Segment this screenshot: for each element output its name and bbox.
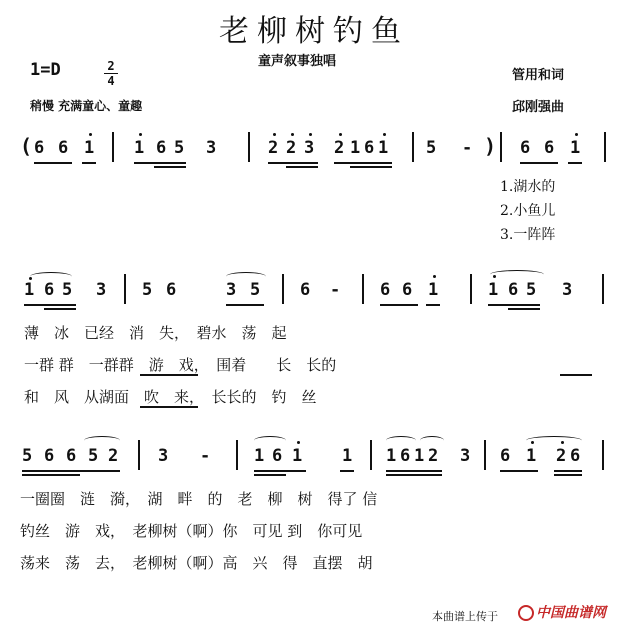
note: 6	[508, 280, 519, 300]
note: 2	[334, 138, 345, 158]
note: 3	[304, 138, 315, 158]
beam-underline	[380, 304, 418, 306]
note: -	[200, 446, 211, 466]
note: 3	[226, 280, 237, 300]
lyric-line: 荡来 荡 去， 老柳树（啊）高 兴 得 直摆 胡	[20, 554, 373, 572]
barline	[602, 440, 604, 470]
lyric-line: 一圈圈 涟 漪， 湖 畔 的 老 柳 树 得了 信	[20, 490, 378, 508]
beam-underline	[34, 162, 72, 164]
note: 5	[426, 138, 437, 158]
slur	[420, 436, 444, 445]
note: 6	[272, 446, 283, 466]
note: 1	[292, 446, 303, 466]
note: -	[462, 138, 473, 158]
tempo-marking: 稍慢 充满童心、童趣	[30, 99, 143, 113]
beam-underline	[134, 162, 186, 164]
note: 1	[350, 138, 361, 158]
octave-dot	[89, 133, 92, 136]
note: 6	[364, 138, 375, 158]
note: 1	[386, 446, 397, 466]
barline	[604, 132, 606, 162]
note: 2	[286, 138, 297, 158]
note: 3	[96, 280, 107, 300]
barline	[362, 274, 364, 304]
note: 3	[460, 446, 471, 466]
octave-dot	[273, 133, 276, 136]
note: 6	[570, 446, 581, 466]
note: 1	[414, 446, 425, 466]
lyricist-credit: 管用和词	[512, 68, 565, 83]
beam-underline	[340, 470, 354, 472]
beam-underline	[82, 162, 96, 164]
barline	[484, 440, 486, 470]
octave-dot	[531, 441, 534, 444]
note: 6	[402, 280, 413, 300]
barline	[602, 274, 604, 304]
upload-note: 本曲谱上传于	[432, 610, 498, 623]
key-signature: 1=D	[30, 60, 61, 80]
note: 2	[268, 138, 279, 158]
note: 5	[88, 446, 99, 466]
time-signature-top: 2	[107, 59, 115, 73]
barline	[470, 274, 472, 304]
barline	[236, 440, 238, 470]
note: 6	[44, 280, 55, 300]
beam-underline	[154, 166, 186, 168]
slur	[526, 436, 582, 445]
close-paren: )	[484, 134, 497, 158]
beam-underline	[554, 474, 582, 476]
lyric-line: 钓丝 游 戏， 老柳树（啊）你 可见 到 你可见	[20, 522, 363, 540]
time-signature	[104, 60, 118, 87]
note: 1	[84, 138, 95, 158]
barline	[500, 132, 502, 162]
beam-underline	[554, 470, 582, 472]
octave-dot	[383, 133, 386, 136]
beam-underline	[254, 474, 286, 476]
beam-underline	[226, 304, 264, 306]
note: 1	[24, 280, 35, 300]
note: 1	[254, 446, 265, 466]
note: 2	[108, 446, 119, 466]
note: 1	[134, 138, 145, 158]
barline	[138, 440, 140, 470]
note: 5	[526, 280, 537, 300]
note: 6	[66, 446, 77, 466]
note: 5	[174, 138, 185, 158]
note: 6	[300, 280, 311, 300]
slur	[84, 436, 120, 445]
note: 1	[526, 446, 537, 466]
beam-underline	[24, 304, 76, 306]
note: 2	[428, 446, 439, 466]
beam-underline	[22, 474, 80, 476]
octave-dot	[291, 133, 294, 136]
beam-underline	[488, 304, 540, 306]
note: 1	[488, 280, 499, 300]
beam-underline	[426, 304, 440, 306]
beam-underline	[22, 470, 120, 472]
octave-dot	[297, 441, 300, 444]
note: 1	[378, 138, 389, 158]
beam-underline	[568, 162, 582, 164]
slur	[386, 436, 416, 445]
note: 6	[400, 446, 411, 466]
note: 6	[34, 138, 45, 158]
beam-underline	[44, 308, 76, 310]
octave-dot	[433, 275, 436, 278]
note: 5	[22, 446, 33, 466]
note: 6	[520, 138, 531, 158]
note: 1	[570, 138, 581, 158]
lyric-underline	[140, 406, 198, 408]
barline	[412, 132, 414, 162]
staff-row-3	[0, 436, 628, 586]
beam-underline	[520, 162, 558, 164]
slur	[490, 270, 544, 279]
beam-underline	[508, 308, 540, 310]
beam-underline	[254, 470, 306, 472]
lyric-underline	[560, 374, 592, 376]
note: 6	[166, 280, 177, 300]
note: 6	[58, 138, 69, 158]
note: 5	[142, 280, 153, 300]
octave-dot	[339, 133, 342, 136]
site-logo	[518, 602, 606, 622]
beam-underline	[268, 162, 318, 164]
barline	[370, 440, 372, 470]
composer-credit: 邱刚强曲	[512, 100, 565, 115]
song-title: 老柳树钓鱼	[219, 14, 409, 49]
beam-underline	[286, 166, 318, 168]
note: 6	[380, 280, 391, 300]
note: 6	[156, 138, 167, 158]
slur	[254, 436, 286, 445]
barline	[112, 132, 114, 162]
note: 3	[158, 446, 169, 466]
verse-number-2: 2.小鱼儿	[500, 203, 556, 219]
performance-type: 童声叙事独唱	[258, 54, 337, 69]
beam-underline	[386, 470, 442, 472]
octave-dot	[309, 133, 312, 136]
octave-dot	[139, 133, 142, 136]
staff-row-2	[0, 270, 628, 420]
note: 6	[44, 446, 55, 466]
lyric-line: 和 风 从湖面 吹 来， 长长的 钓 丝	[24, 388, 317, 406]
verse-number-1: 1.湖水的	[500, 179, 556, 195]
site-logo-text: 中国曲谱网	[536, 605, 606, 621]
beam-underline	[500, 470, 538, 472]
octave-dot	[493, 275, 496, 278]
lyric-line: 一群 群 一群群 游 戏， 围着 长 长的	[24, 356, 337, 374]
staff-row-1	[0, 128, 628, 248]
note: 1	[428, 280, 439, 300]
note: 1	[342, 446, 353, 466]
open-paren: (	[20, 134, 33, 158]
beam-underline	[350, 166, 392, 168]
octave-dot	[575, 133, 578, 136]
barline	[124, 274, 126, 304]
note: 5	[62, 280, 73, 300]
logo-circle-icon	[518, 605, 534, 621]
octave-dot	[561, 441, 564, 444]
octave-dot	[29, 277, 32, 280]
lyric-underline	[140, 374, 198, 376]
beam-underline	[334, 162, 392, 164]
barline	[248, 132, 250, 162]
note: 6	[544, 138, 555, 158]
note: 3	[562, 280, 573, 300]
note: 2	[556, 446, 567, 466]
beam-underline	[386, 474, 442, 476]
barline	[282, 274, 284, 304]
time-signature-bottom: 4	[107, 74, 115, 88]
verse-number-3: 3.一阵阵	[500, 227, 556, 243]
lyric-line: 薄 冰 已经 消 失， 碧水 荡 起	[24, 324, 287, 342]
note: 3	[206, 138, 217, 158]
note: 6	[500, 446, 511, 466]
note: 5	[250, 280, 261, 300]
note: -	[330, 280, 341, 300]
